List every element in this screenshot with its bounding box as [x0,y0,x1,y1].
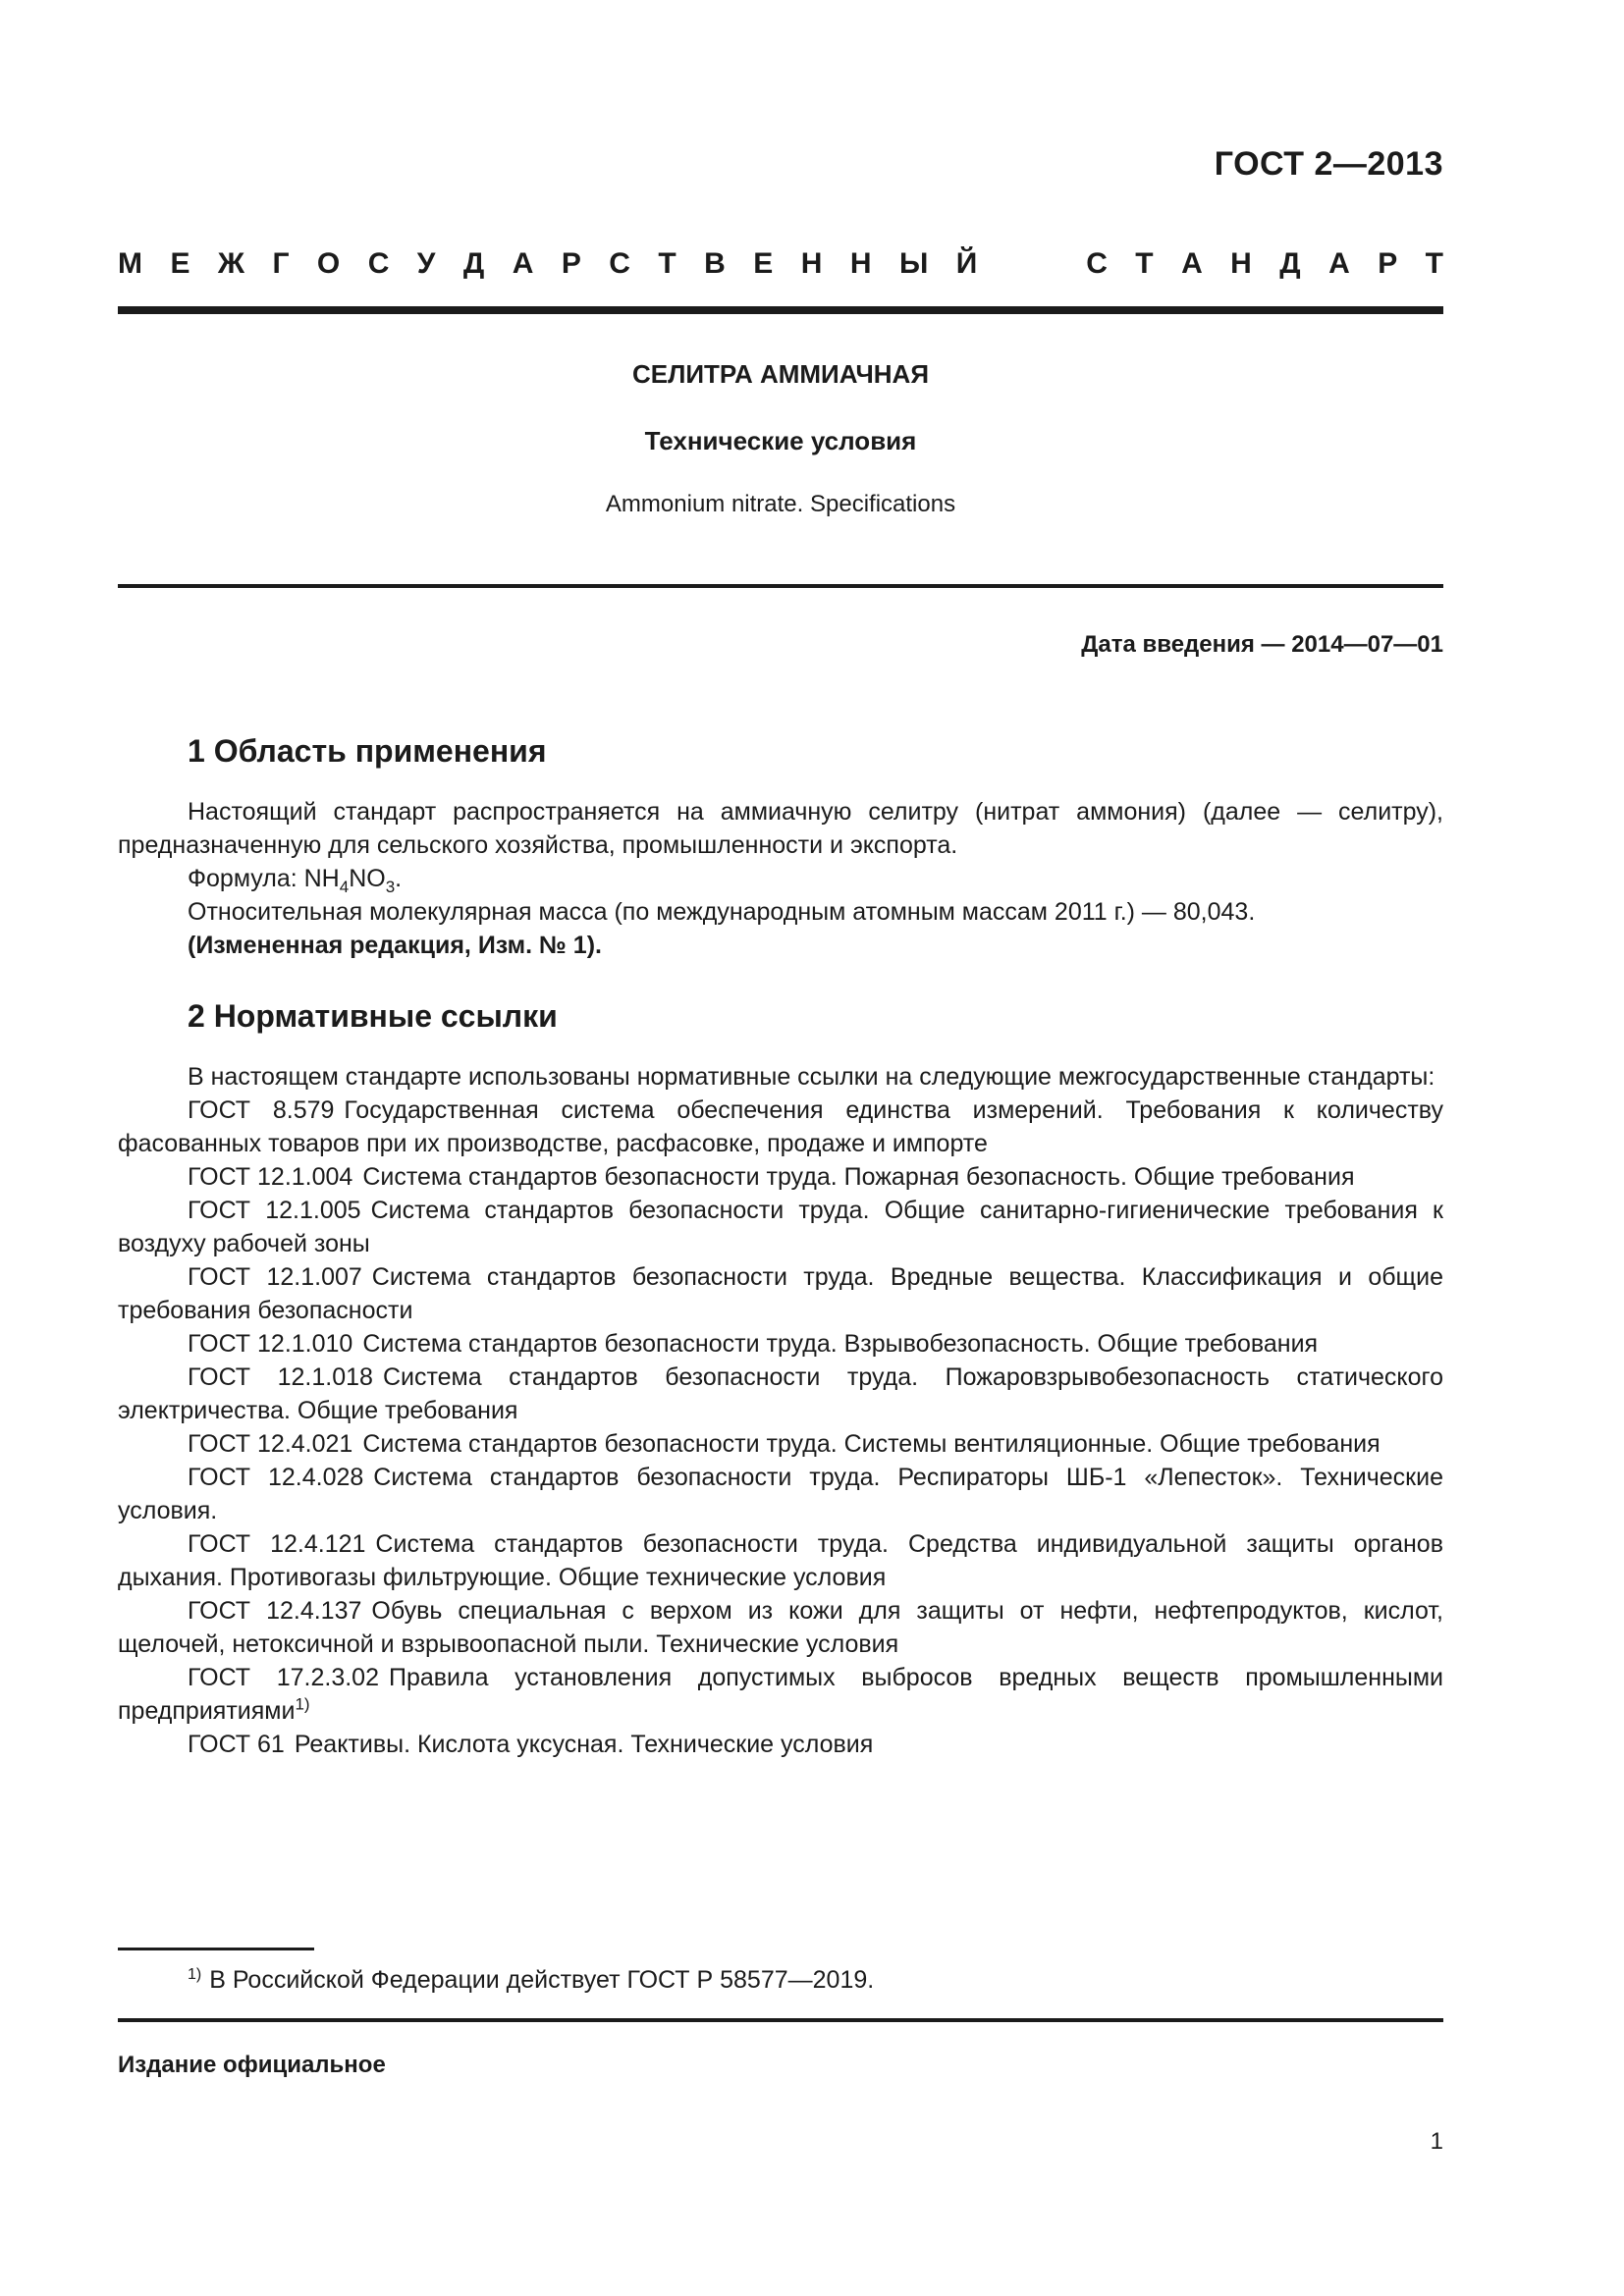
section-heading-references: 2 Нормативные ссылки [188,998,558,1034]
reference-code: ГОСТ 8.579 [188,1096,335,1124]
band-letter: Н [1230,247,1252,280]
header-divider [118,306,1443,314]
reference-code: ГОСТ 12.1.007 [188,1263,362,1291]
band-letter: Й [955,247,978,280]
reference-code: ГОСТ 12.4.021 [188,1430,353,1458]
footnote-divider [118,1948,314,1950]
formula-nh: NH [303,865,340,892]
band-letter: С [609,247,630,280]
band-letter: С [1086,247,1108,280]
band-letter: Ж [217,247,245,280]
molecular-mass-paragraph: Относительная молекулярная масса (по международным атомным массам 2011 г.) — 80,043. [188,898,1256,926]
band-letter: Ы [898,247,929,280]
band-letter: А [1181,247,1203,280]
reference-code: ГОСТ 17.2.3.02 [188,1664,379,1691]
reference-title: Обувь специальная с верхом из кожи для защиты от нефти, нефтепродуктов, кислот, щелочей, нетоксичной и взрывоопасной пыли. Технические условия [118,1597,1443,1658]
reference-code: ГОСТ 12.1.010 [188,1330,353,1358]
page-number: 1 [1430,2128,1443,2155]
reference-title: Система стандартов безопасности труда. Системы вентиляционные. Общие требования [362,1430,1380,1458]
reference-item [118,1527,1443,1594]
amendment-note: (Измененная редакция, Изм. № 1). [188,932,602,959]
band-letter: Р [1378,247,1398,280]
reference-code: ГОСТ 12.1.018 [188,1363,373,1391]
band-letter: Д [462,247,485,280]
formula-line [118,862,1443,895]
document-title-english: Ammonium nitrate. Specifications [605,491,956,517]
reference-title: Реактивы. Кислота уксусная. Технические условия [294,1731,874,1758]
reference-code: ГОСТ 61 [188,1731,285,1758]
band-letter: Д [1279,247,1301,280]
band-letter: С [367,247,390,280]
band-letter: М [118,247,142,280]
section-heading-scope: 1 Область применения [188,733,547,769]
reference-item [118,1094,1443,1160]
band-letter: Е [753,247,774,280]
formula-subscript: 3 [385,878,396,896]
edition-label: Издание официальное [118,2052,386,2078]
band-letter: Н [800,247,823,280]
standard-type-band [118,247,1443,281]
footnote-text: В Российской Федерации действует ГОСТ Р 58577—2019. [209,1966,875,1994]
reference-code: ГОСТ 12.4.028 [188,1464,364,1491]
formula-label: Формула: [188,865,304,892]
reference-code: ГОСТ 12.4.137 [188,1597,362,1625]
band-letter: А [512,247,534,280]
reference-title: Система стандартов безопасности труда. Пожаровзрывобезопасность статического электричества. Общие требования [118,1363,1443,1424]
reference-title: Система стандартов безопасности труда. Пожарная безопасность. Общие требования [362,1163,1355,1191]
reference-title: Система стандартов безопасности труда. Общие санитарно-гигиенические требования к воздуху рабочей зоны [118,1197,1443,1257]
reference-title: Государственная система обеспечения единства измерений. Требования к количеству фасованных товаров при их производстве, расфасовке, продаже и импорте [118,1096,1443,1157]
band-letter: О [316,247,341,280]
reference-title: Система стандартов безопасности труда. Вредные вещества. Классификация и общие требования безопасности [118,1263,1443,1324]
band-letter: Р [561,247,581,280]
band-letter: В [704,247,726,280]
reference-item [118,1260,1443,1327]
reference-code: ГОСТ 12.1.005 [188,1197,361,1224]
footnote [188,1966,874,1995]
band-letter: Т [1135,247,1154,280]
document-body [118,726,1443,1761]
gost-number: ГОСТ 2—2013 [1214,145,1443,183]
reference-item [118,1594,1443,1661]
scope-paragraph: Настоящий стандарт распространяется на аммиачную селитру (нитрат аммония) (далее — селитру), предназначенную для сельского хозяйства, промышленности и экспорта. [118,798,1443,859]
band-letter: У [416,247,436,280]
reference-title: Система стандартов безопасности труда. Средства индивидуальной защиты органов дыхания. Противогазы фильтрующие. Общие технические условия [118,1530,1443,1591]
band-letter: А [1328,247,1350,280]
document-subtitle: Технические условия [644,426,917,455]
reference-item [118,1327,1443,1361]
reference-item [118,1728,1443,1761]
footnote-marker: 1) [295,1694,310,1714]
band-letter: Т [658,247,677,280]
reference-item [118,1194,1443,1260]
title-divider [118,584,1443,588]
formula-no: NO [349,865,386,892]
document-title: СЕЛИТРА АММИАЧНАЯ [631,359,930,389]
reference-code: ГОСТ 12.4.121 [188,1530,366,1558]
footnote-mark: 1) [188,1965,202,1983]
introduction-date: Дата введения — 2014—07—01 [1081,631,1443,658]
reference-item [118,1361,1443,1427]
reference-title: Система стандартов безопасности труда. Взрывобезопасность. Общие требования [362,1330,1319,1358]
band-letter: Е [170,247,190,280]
reference-title: Система стандартов безопасности труда. Респираторы ШБ-1 «Лепесток». Технические условия. [118,1464,1443,1524]
references-intro: В настоящем стандарте использованы нормативные ссылки на следующие межгосударственные стандарты: [188,1063,1435,1091]
reference-item [118,1427,1443,1461]
formula-end: . [395,865,403,892]
formula-subscript: 4 [339,878,350,896]
reference-item [118,1661,1443,1728]
band-letter: Г [272,247,290,280]
footer-divider [118,2018,1443,2022]
reference-item [118,1461,1443,1527]
band-letter: Т [1425,247,1443,280]
band-letter: Н [849,247,872,280]
reference-code: ГОСТ 12.1.004 [188,1163,353,1191]
reference-title: Правила установления допустимых выбросов вредных веществ промышленными предприятиями [118,1664,1444,1725]
reference-item [118,1160,1443,1194]
